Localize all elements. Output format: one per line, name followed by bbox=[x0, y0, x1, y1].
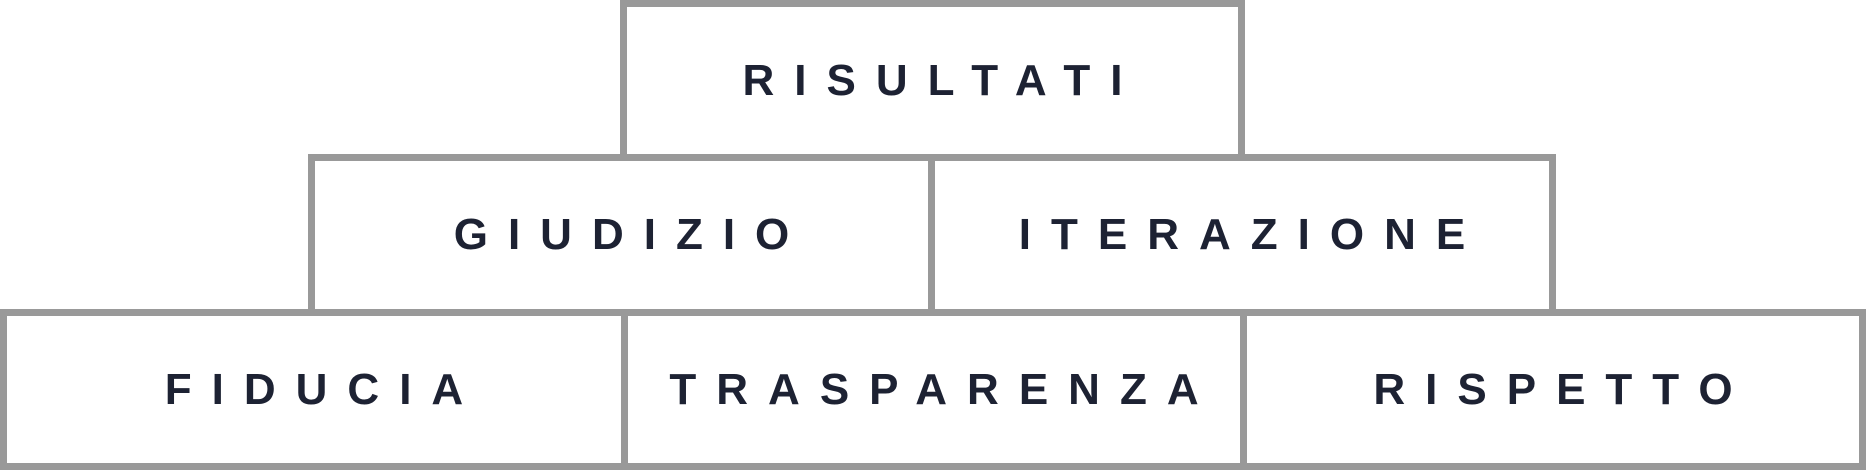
block-risultati bbox=[620, 0, 1245, 162]
block-fiducia bbox=[0, 309, 628, 470]
block-iterazione bbox=[928, 154, 1556, 316]
block-giudizio bbox=[308, 154, 935, 316]
block-label: RISPETTO bbox=[1373, 364, 1753, 414]
block-label: FIDUCIA bbox=[164, 364, 484, 414]
block-label: GIUDIZIO bbox=[453, 210, 810, 259]
block-label: TRASPARENZA bbox=[669, 364, 1219, 414]
block-trasparenza bbox=[621, 309, 1247, 470]
block-label: RISULTATI bbox=[742, 56, 1143, 105]
block-rispetto bbox=[1240, 309, 1866, 470]
block-label: ITERAZIONE bbox=[1018, 210, 1486, 259]
